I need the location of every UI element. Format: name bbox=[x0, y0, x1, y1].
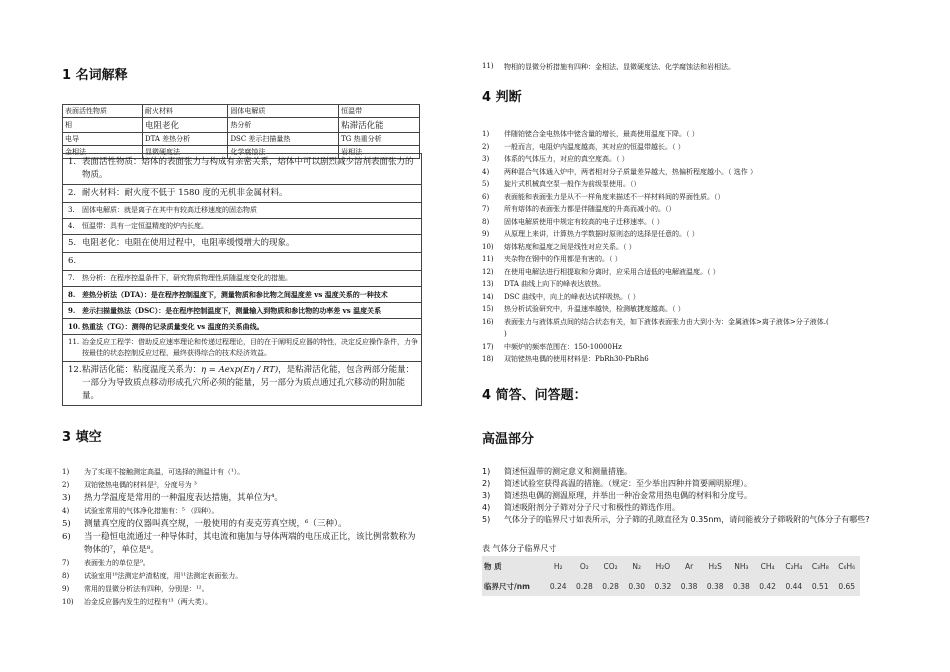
list-item bbox=[482, 490, 892, 502]
definition-text: 热分析：在程序控温条件下，研究物质物理性质随温度变化的措施。 bbox=[82, 274, 292, 282]
item-text: 体系的气体压力，对应的真空度高。（ ） bbox=[504, 155, 629, 163]
section-title-judge: 4 判断 bbox=[482, 90, 522, 105]
list-item bbox=[482, 178, 892, 191]
table-cell: 金相法 bbox=[63, 146, 143, 159]
table-cell: 固体电解质 bbox=[228, 105, 339, 118]
item-text: 双铂铑热电偶的材料是²，分度号为 ³ bbox=[84, 481, 197, 489]
definition-text-part: ，是粘滞活化能，包含两部分能量：一部分为导致质点移动形成孔穴所必须的能量，另一部分为质点通过孔穴移动的附加能量。 bbox=[82, 365, 415, 401]
item-text: 试验室常用的气体净化措施有：⁵ （四种）。 bbox=[84, 507, 219, 515]
list-item bbox=[482, 341, 892, 354]
definition-row bbox=[63, 302, 421, 318]
item-text: 常用的显微分析法有四种，分别是：¹²。 bbox=[84, 585, 209, 593]
item-number: 9) bbox=[62, 585, 70, 593]
gas-size-cell: 0.30 bbox=[628, 581, 646, 591]
gas-size-cell: 0.42 bbox=[759, 581, 776, 591]
gas-size-cell: 0.38 bbox=[706, 581, 724, 591]
item-text: 简述恒温带的测定意义和测量措施。 bbox=[504, 467, 632, 476]
table-cell: 化学腐蚀法 bbox=[228, 146, 339, 159]
gas-name-cell: C₂H₄ bbox=[785, 561, 803, 571]
table-row bbox=[63, 118, 420, 133]
item-text: 热力学温度是常用的一种温度表达措施，其单位为⁴。 bbox=[84, 493, 283, 503]
definitions-list bbox=[62, 153, 422, 406]
item-number: 3) bbox=[482, 155, 490, 163]
definition-number: 8. bbox=[68, 290, 76, 299]
qa-list bbox=[482, 466, 892, 526]
definition-number: 4. bbox=[68, 222, 75, 230]
definition-number: 9. bbox=[68, 306, 76, 315]
list-item bbox=[482, 253, 892, 266]
item-text: DSC 曲线中，向上的峰表达试样吸热。（ ） bbox=[504, 292, 640, 301]
viscosity-equation: η = Aexp(Eη / RT) bbox=[201, 365, 279, 375]
item-number: 15) bbox=[482, 305, 494, 313]
list-item bbox=[62, 492, 420, 505]
gas-size-cell: 0.65 bbox=[838, 581, 856, 591]
table-cell: 岩相法 bbox=[339, 146, 420, 159]
definition-number: 6. bbox=[68, 256, 77, 266]
item-number: 7) bbox=[62, 559, 70, 567]
item-number: 2) bbox=[62, 481, 70, 489]
list-item bbox=[482, 141, 892, 154]
item-text: 简述试验室获得高温的措施。（规定：至少举出四种并简要阐明原理）。 bbox=[504, 479, 752, 488]
gas-name-cell: C₃H₈ bbox=[811, 561, 829, 571]
item-number: 5) bbox=[482, 515, 491, 524]
definition-text: 耐火材料：耐火度不低于 1580 度的无机非金属材料。 bbox=[82, 188, 288, 198]
table-row bbox=[482, 576, 860, 596]
table-cell: 表面活性物质 bbox=[63, 105, 143, 118]
definition-text bbox=[82, 364, 418, 403]
definition-row bbox=[63, 318, 421, 334]
item-text: 为了实现不接触测定高温，可选择的测温计有（¹）。 bbox=[84, 468, 245, 476]
gas-name-cell: NH₃ bbox=[734, 561, 749, 571]
definition-number: 11. bbox=[68, 338, 80, 346]
gas-name-cell: H₂O bbox=[655, 561, 671, 571]
right-top-list bbox=[482, 62, 892, 72]
section-title-qa: 4 简答、问答题： bbox=[482, 388, 587, 403]
item-number: 3) bbox=[62, 493, 71, 503]
list-item bbox=[482, 316, 892, 329]
table-cell: 电阻老化 bbox=[143, 118, 228, 133]
section-title-high-temp: 高温部分 bbox=[482, 432, 535, 447]
definition-number: 1. bbox=[68, 157, 77, 167]
definition-text: 冶金反应工程学：借助反应速率理论和传递过程理论，目的在于阐明反应器的特性，决定反应操作条件，力争按最佳的状态控制反应过程，最终获得综合的技术经济效益。 bbox=[82, 338, 418, 357]
item-text: 热分析试验研究中，升温速率越快，检测敏捷度越高。（ ） bbox=[504, 305, 685, 313]
list-item bbox=[62, 531, 420, 557]
item-text: 夹杂物在钢中的作用都是有害的。（ ） bbox=[504, 255, 622, 263]
list-item bbox=[62, 479, 420, 492]
definition-number: 12. bbox=[68, 365, 82, 375]
table-cell: DSC 差示扫描量热 bbox=[228, 133, 339, 146]
item-number: 7) bbox=[482, 205, 490, 213]
item-text: 两种混合气体通入炉中，两者相对分子质量差异越大，热偏析程度越小。（ 选作 ） bbox=[504, 167, 757, 176]
gas-name-cell: CH₄ bbox=[760, 561, 775, 571]
item-number: 4) bbox=[482, 167, 490, 176]
table-cell: DTA 差热分析 bbox=[143, 133, 228, 146]
definition-row bbox=[63, 153, 421, 184]
gas-size-cell: 0.24 bbox=[549, 581, 567, 591]
list-item bbox=[482, 153, 892, 166]
gas-name-cell: H₂ bbox=[553, 561, 563, 571]
item-text: 表面张力的单位是⁹。 bbox=[84, 559, 150, 567]
item-text: 双铂铑热电偶的使用材料是：PbRh30-PbRh6 bbox=[504, 355, 649, 363]
list-item bbox=[62, 505, 420, 518]
definition-row bbox=[63, 202, 421, 218]
judge-list bbox=[482, 128, 892, 366]
table-cell: TG 热重分析 bbox=[339, 133, 420, 146]
list-item bbox=[482, 128, 892, 141]
gas-size-table bbox=[482, 556, 860, 596]
gas-size-cell: 0.28 bbox=[576, 581, 593, 591]
list-item bbox=[482, 216, 892, 229]
list-item bbox=[482, 266, 892, 279]
item-number: 6) bbox=[482, 192, 490, 201]
definition-row bbox=[63, 270, 421, 286]
item-number: 18) bbox=[482, 355, 494, 363]
item-number: 5) bbox=[482, 180, 490, 188]
item-text: 在使用电解法进行相提取和分离时，应采用合适低的电解液温度。（ ） bbox=[504, 267, 720, 276]
gas-size-cell: 0.38 bbox=[680, 581, 698, 591]
list-item bbox=[482, 291, 892, 304]
item-text: 当一稳恒电流通过一种导体时，其电流和施加与导体两端的电压成正比，该比例常数称为物体的⁷，单位是⁸。 bbox=[84, 532, 416, 555]
table-row bbox=[482, 556, 860, 576]
gas-name-cell: H₂S bbox=[708, 561, 722, 571]
list-item: 11) 物相的显微分析措施有四种：金相法、显微硬度法、化学腐蚀法和岩相法。 bbox=[482, 62, 735, 71]
gas-name-cell: N₂ bbox=[632, 561, 642, 571]
item-text: 冶金反应器内发生的过程有¹³（两大类）。 bbox=[84, 598, 213, 606]
definition-row bbox=[63, 234, 421, 252]
item-number: 2) bbox=[482, 479, 491, 488]
item-number bbox=[482, 328, 504, 341]
table-cell: 相 bbox=[63, 118, 143, 133]
item-text: DTA 曲线上向下的峰表达放热。 bbox=[504, 280, 606, 288]
section-title-terms: 1 名词解释 bbox=[62, 68, 128, 83]
table-cell: 耐火材料 bbox=[143, 105, 228, 118]
gas-header-size: 临界尺寸/nm bbox=[484, 581, 530, 591]
item-text: ) bbox=[504, 330, 507, 338]
definition-row bbox=[63, 286, 421, 302]
definition-number: 2. bbox=[68, 188, 77, 198]
item-text: 旋片式机械真空泵一般作为前级泵使用。（） bbox=[504, 180, 641, 188]
item-text: 表面张力与液体质点间的结合状态有关，如下液体表面张力由大到小为：金属液体>离子液体>分子液体.( bbox=[504, 317, 829, 326]
item-number: 6) bbox=[62, 532, 71, 542]
definition-number: 5. bbox=[68, 238, 77, 248]
item-text: 测量真空度的仪器叫真空规，一般使用的有麦克劳真空规，⁶（三种）。 bbox=[84, 519, 347, 529]
list-item bbox=[62, 596, 420, 609]
item-text: 伴随铂铑合金电热体中铑含量的增长，最高使用温度下降。（ ） bbox=[504, 130, 699, 138]
gas-name-cell: C₆H₆ bbox=[838, 561, 856, 571]
gas-size-cell: 0.28 bbox=[602, 581, 619, 591]
item-text: 简述热电偶的测温原理，并举出一种冶金常用热电偶的材料和分度号。 bbox=[504, 491, 752, 500]
item-number: 11) bbox=[482, 255, 494, 263]
gas-name-cell: O₂ bbox=[579, 561, 589, 571]
list-item bbox=[62, 466, 420, 479]
table-cell: 热分析 bbox=[228, 118, 339, 133]
item-number: 9) bbox=[482, 230, 490, 238]
table-cell: 恒温带 bbox=[339, 105, 420, 118]
item-text: 表面能和表面张力是从不一样角度来描述不一样材料间的界面性质。（） bbox=[504, 192, 725, 201]
gas-table-caption: 表 气体分子临界尺寸 bbox=[482, 544, 557, 553]
gas-size-cell: 0.51 bbox=[811, 581, 829, 591]
list-item bbox=[62, 557, 420, 570]
item-number: 12) bbox=[482, 267, 494, 276]
item-number: 1) bbox=[62, 468, 70, 476]
list-item bbox=[482, 278, 892, 291]
gas-header-substance: 物 质 bbox=[484, 561, 502, 571]
item-text: 简述吸附剂分子筛对分子尺寸和极性的筛选作用。 bbox=[504, 503, 680, 512]
item-text: 固体电解质使用中规定有较高的电子迁移速率。（ ） bbox=[504, 217, 664, 226]
item-text: 所有熔体的表面张力都是伴随温度的升高而减小的。（） bbox=[504, 205, 676, 213]
list-item bbox=[482, 328, 892, 341]
list-item bbox=[482, 353, 892, 366]
table-cell: 粘滞活化能 bbox=[339, 118, 420, 133]
item-text: 试验室用¹⁰法测定炉渣粘度，用¹¹法测定表面张力。 bbox=[84, 572, 243, 580]
item-text: 中频炉的频率范围在：150-10000Hz bbox=[504, 342, 622, 351]
item-number: 17) bbox=[482, 342, 494, 351]
section-title-fill: 3 填空 bbox=[62, 430, 102, 445]
list-item bbox=[482, 478, 892, 490]
table-cell: 电导 bbox=[63, 133, 143, 146]
list-item bbox=[482, 514, 892, 526]
table-cell: 显微硬度法 bbox=[143, 146, 228, 159]
item-text: 气体分子的临界尺寸如表所示，分子筛的孔隙直径为 0.35nm，请问能被分子筛吸附的气体分子有哪些? bbox=[504, 515, 870, 524]
item-number: 4) bbox=[62, 507, 70, 515]
list-item bbox=[62, 583, 420, 596]
definition-row bbox=[63, 252, 421, 270]
item-text: 一般而言，电阻炉内温度越高，其对应的恒温带越长。（ ） bbox=[504, 142, 685, 151]
list-item bbox=[482, 466, 892, 478]
definition-text: 恒温带：具有一定恒温精度的炉内长度。 bbox=[82, 222, 208, 230]
definition-text: 表面活性物质：熔体的表面张力与构成有亲密关系，熔体中可以剧烈减少溶剂表面张力的物质。 bbox=[82, 157, 414, 180]
definition-row bbox=[63, 361, 421, 405]
definition-text: 差热分析法（DTA）：是在程序控制温度下，测量物质和参比物之间温度差 vs 温度关系的一种技术 bbox=[82, 290, 388, 299]
list-item bbox=[62, 518, 420, 531]
definition-number: 7. bbox=[68, 274, 75, 282]
gas-name-cell: CO₂ bbox=[603, 561, 618, 571]
list-item bbox=[482, 502, 892, 514]
terms-table bbox=[62, 104, 420, 159]
item-number: 10) bbox=[482, 242, 494, 251]
list-item bbox=[482, 303, 892, 316]
item-number: 16) bbox=[482, 317, 494, 326]
gas-name-cell: Ar bbox=[684, 561, 694, 571]
list-item bbox=[482, 241, 892, 254]
list-item bbox=[482, 228, 892, 241]
item-number: 2) bbox=[482, 142, 490, 151]
definition-text: 差示扫描量热法（DSC）：是在程序控制温度下，测量输入到物质和参比物的功率差 vs 温度关系 bbox=[82, 306, 382, 315]
item-text: 熔体粘度和温度之间是线性对应关系。（ ） bbox=[504, 242, 636, 251]
item-text: 从原理上来讲，计算热力学数据时原则态的选择是任意的。（ ） bbox=[504, 230, 699, 238]
definition-row bbox=[63, 334, 421, 361]
list-item bbox=[482, 203, 892, 216]
item-number: 8) bbox=[62, 572, 70, 580]
definition-row bbox=[63, 184, 421, 202]
table-row bbox=[63, 133, 420, 146]
item-number: 4) bbox=[482, 503, 491, 512]
item-number: 10) bbox=[62, 598, 74, 606]
definition-text: 电阻老化：电阻在使用过程中，电阻率缓慢增大的现象。 bbox=[82, 238, 295, 248]
item-number: 14) bbox=[482, 292, 494, 301]
definition-text-part: 粘滞活化能：粘度温度关系为： bbox=[82, 365, 202, 375]
definition-number: 10. bbox=[68, 322, 81, 331]
definition-text: 热重法（TG）：测得的记录质量变化 vs 温度的关系曲线。 bbox=[82, 322, 264, 331]
definition-text: 固体电解质：就是离子在其中有较高迁移速度的固态物质 bbox=[82, 206, 257, 214]
list-item bbox=[482, 166, 892, 179]
gas-size-cell: 0.38 bbox=[733, 581, 750, 591]
fill-in-list bbox=[62, 466, 420, 606]
definition-number: 3. bbox=[68, 206, 75, 214]
table-row bbox=[63, 105, 420, 118]
list-item bbox=[482, 191, 892, 204]
gas-size-cell: 0.44 bbox=[785, 581, 803, 591]
item-number: 5) bbox=[62, 519, 71, 529]
list-item bbox=[62, 570, 420, 583]
item-number: 1) bbox=[482, 467, 491, 476]
definition-row bbox=[63, 218, 421, 234]
item-number: 8) bbox=[482, 217, 490, 226]
item-number: 1) bbox=[482, 130, 490, 138]
item-number: 13) bbox=[482, 280, 494, 288]
gas-size-cell: 0.32 bbox=[654, 581, 672, 591]
item-number: 3) bbox=[482, 491, 491, 500]
